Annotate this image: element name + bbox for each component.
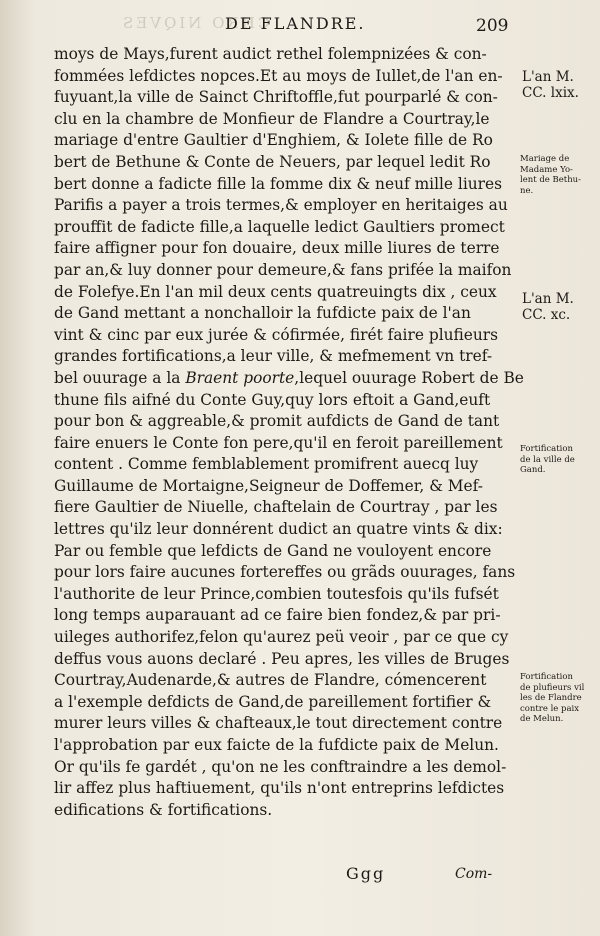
text-line: Or qu'ils fe gardét , qu'on ne les conftraindre a les demol- bbox=[54, 757, 507, 776]
text-line: long temps auparauant ad ce faire bien fondez,& par pri- bbox=[54, 606, 501, 625]
text-line: bert de Bethune & Conte de Neuers, par lequel ledit Ro bbox=[54, 152, 491, 171]
text-line: par an,& luy donner pour demeure,& fans prifée la maifon bbox=[54, 260, 512, 279]
margin-note-line: de plufieurs vil bbox=[520, 682, 585, 693]
text-line: pour bon & aggreable,& promit aufdicts de Gand de tant bbox=[54, 412, 500, 431]
text-line: faire affigner pour fon douaire, deux mille liures de terre bbox=[54, 239, 500, 258]
text-line: l'authorite de leur Prince,combien toutesfois qu'ils fufsét bbox=[54, 584, 499, 603]
margin-note-year-1290 bbox=[522, 292, 600, 323]
margin-note-line: lent de Bethu- bbox=[520, 175, 582, 185]
text-line: murer leurs villes & chafteaux,le tout directement contre bbox=[54, 714, 503, 733]
signature-mark: Ggg bbox=[346, 864, 386, 883]
margin-note-fortification-gand bbox=[520, 444, 600, 476]
italic-place-name: Braent poorte bbox=[185, 368, 295, 387]
margin-note-line: Mariage de bbox=[520, 154, 570, 164]
text-line: content . Comme femblablement promifrent auecq luy bbox=[54, 455, 479, 474]
text-line: l'approbation par eux faicte de la fufdicte paix de Melun. bbox=[54, 736, 499, 754]
margin-note-line: de Melun. bbox=[520, 714, 564, 724]
bleed-through-text: CHRO NIQVES bbox=[120, 14, 270, 32]
text-line: Guillaume de Mortaigne,Seigneur de Doffemer, & Mef- bbox=[54, 476, 484, 495]
text-line: vint & cinc par eux jurée & cófirmée, firét faire plufieurs bbox=[54, 325, 499, 344]
text-line: mariage d'entre Gaultier d'Enghiem, & Iolete fille de Ro bbox=[54, 131, 493, 150]
text-line: a l'exemple defdicts de Gand,de pareillement fortifier & bbox=[54, 692, 492, 711]
text-line: lettres qu'ilz leur donnérent dudict an quatre vints & dix: bbox=[54, 520, 503, 539]
text-line: bel ouurage a la Braent poorte,lequel ouurage Robert de Be bbox=[54, 368, 524, 387]
text-line: prouffit de fadicte fille,a laquelle ledict Gaultiers promect bbox=[54, 217, 505, 236]
margin-note-year-1269 bbox=[522, 70, 600, 101]
text-line: fommées lefdictes nopces.Et au moys de Iullet,de l'an en- bbox=[54, 66, 503, 85]
margin-note-line: L'an M. bbox=[522, 291, 574, 307]
running-header: DE FLANDRE. bbox=[225, 14, 366, 33]
text-line: fuyuant,la ville de Sainct Chriftoffle,fut pourparlé & con- bbox=[54, 88, 498, 107]
margin-note-line: de la ville de bbox=[520, 454, 575, 465]
margin-note-line: Madame Yo- bbox=[520, 164, 573, 175]
text-line: Parifis a payer a trois termes,& employer en heritaiges au bbox=[54, 196, 508, 215]
margin-note-line: Gand. bbox=[520, 465, 546, 475]
text-line: grandes fortifications,a leur ville, & mefmement vn tref- bbox=[54, 347, 493, 366]
margin-note-line: CC. lxix. bbox=[522, 84, 579, 101]
text-line: faire enuers le Conte fon pere,qu'il en feroit pareillement bbox=[54, 433, 503, 452]
text-line: lir affez plus haftiuement, qu'ils n'ont entreprins lefdictes bbox=[54, 779, 505, 798]
text-line: deffus vous auons declaré . Peu apres, les villes de Bruges bbox=[54, 649, 510, 668]
text-line: Courtray,Audenarde,& autres de Flandre, cómencerent bbox=[54, 671, 487, 690]
margin-note-line: L'an M. bbox=[522, 69, 574, 85]
text-line: moys de Mays,furent audict rethel folempnizées & con- bbox=[54, 45, 487, 63]
body-text bbox=[54, 44, 524, 821]
margin-note-line: Fortification bbox=[520, 672, 573, 682]
text-line: de Folefye.En l'an mil deux cents quatreuingts dix , ceux bbox=[54, 282, 497, 301]
margin-note-line: les de Flandre bbox=[520, 693, 582, 703]
catchword: Com- bbox=[455, 866, 493, 882]
text-line: clu en la chambre de Monfieur de Flandre a Courtray,le bbox=[54, 109, 490, 128]
margin-note-line: ne. bbox=[520, 185, 534, 196]
margin-note-fortification-flandre bbox=[520, 672, 600, 725]
margin-note-mariage bbox=[520, 154, 598, 196]
text-line: thune fils aifné du Conte Guy,quy lors eftoit a Gand,euft bbox=[54, 390, 491, 409]
margin-note-line: CC. xc. bbox=[522, 306, 571, 323]
text-line: fiere Gaultier de Niuelle, chaftelain de Courtray , par les bbox=[54, 498, 498, 517]
text-line: edifications & fortifications. bbox=[54, 800, 273, 819]
text-line: bert donne a fadicte fille la fomme dix & neuf mille liures bbox=[54, 174, 503, 193]
page-number: 209 bbox=[476, 16, 509, 36]
margin-note-line: contre le paix bbox=[520, 703, 580, 714]
text-line: pour lors faire aucunes fortereffes ou grãds ouurages, fans bbox=[54, 563, 516, 582]
text-line: uileges authorifez,felon qu'aurez peü veoir , par ce que cy bbox=[54, 628, 509, 647]
margin-note-line: Fortification bbox=[520, 444, 573, 454]
text-line: Par ou femble que lefdicts de Gand ne vouloyent encore bbox=[54, 541, 492, 560]
text-line: de Gand mettant a nonchalloir la fufdicte paix de l'an bbox=[54, 304, 471, 323]
